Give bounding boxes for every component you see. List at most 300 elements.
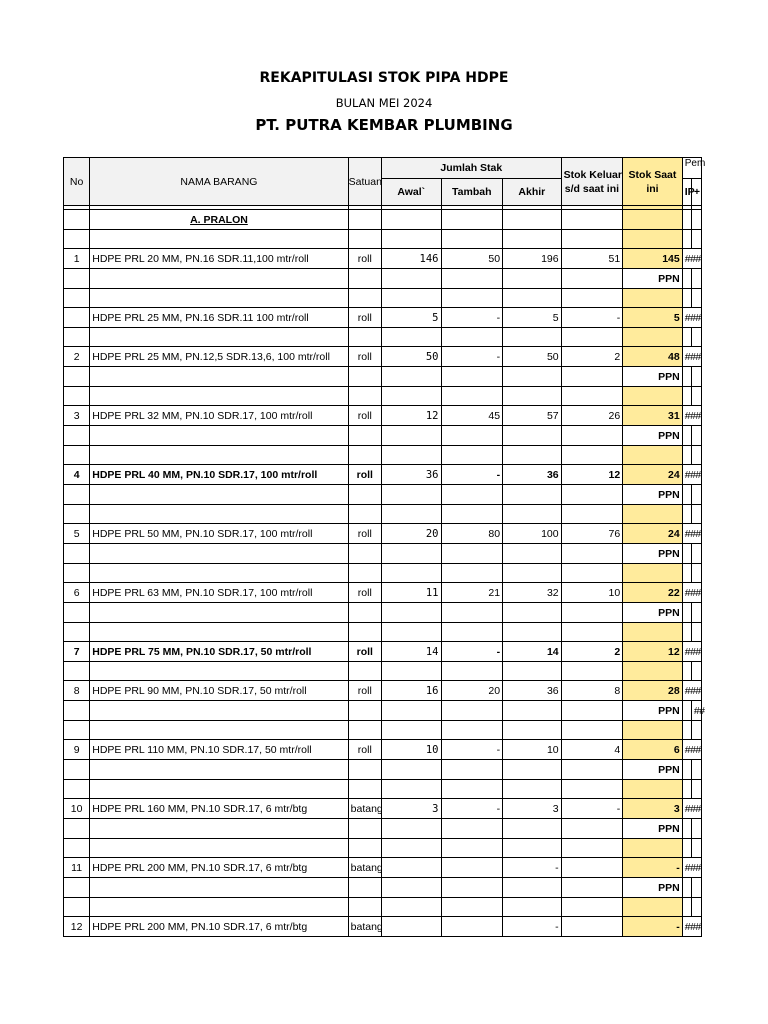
empty-cell bbox=[441, 485, 503, 505]
item-tambah: 21 bbox=[441, 583, 503, 603]
empty-cell bbox=[90, 505, 348, 524]
empty-cell bbox=[441, 662, 503, 681]
empty-cell bbox=[90, 701, 348, 721]
item-awal: 11 bbox=[381, 583, 441, 603]
empty-cell bbox=[561, 839, 623, 858]
empty-cell bbox=[691, 544, 701, 564]
item-akhir: 36 bbox=[503, 465, 562, 485]
item-akhir: - bbox=[503, 917, 562, 937]
empty-cell bbox=[682, 446, 691, 465]
empty-cell bbox=[682, 505, 691, 524]
item-name: HDPE PRL 200 MM, PN.10 SDR.17, 6 mtr/btg bbox=[90, 858, 348, 878]
empty-cell bbox=[503, 269, 562, 289]
empty-cell bbox=[90, 878, 348, 898]
empty-cell bbox=[503, 564, 562, 583]
report-title: REKAPITULASI STOK PIPA HDPE bbox=[259, 70, 509, 86]
empty-cell bbox=[503, 387, 562, 406]
blank-row bbox=[64, 328, 702, 347]
empty-cell bbox=[503, 623, 562, 642]
empty-cell bbox=[64, 485, 90, 505]
item-keluar bbox=[561, 858, 623, 878]
item-akhir: 57 bbox=[503, 406, 562, 426]
item-keluar: 51 bbox=[561, 249, 623, 269]
item-row bbox=[64, 583, 702, 603]
item-tambah: - bbox=[441, 642, 503, 662]
blank-row bbox=[64, 839, 702, 858]
ppn-label: PPN bbox=[623, 485, 683, 505]
item-row bbox=[64, 465, 702, 485]
empty-cell bbox=[348, 721, 381, 740]
ppn-row bbox=[64, 760, 702, 780]
empty-cell bbox=[561, 760, 623, 780]
item-keluar: 76 bbox=[561, 524, 623, 544]
overflow-hash: ### bbox=[682, 858, 701, 878]
item-keluar: 10 bbox=[561, 583, 623, 603]
item-akhir: 14 bbox=[503, 642, 562, 662]
section-title: A. PRALON bbox=[90, 210, 348, 230]
empty-cell bbox=[381, 446, 441, 465]
empty-cell bbox=[381, 328, 441, 347]
item-name: HDPE PRL 75 MM, PN.10 SDR.17, 50 mtr/roll bbox=[90, 642, 348, 662]
empty-cell bbox=[441, 230, 503, 249]
empty-cell bbox=[691, 289, 701, 308]
empty-cell bbox=[503, 210, 562, 230]
item-tambah: - bbox=[441, 799, 503, 819]
empty-cell bbox=[503, 446, 562, 465]
item-awal bbox=[381, 917, 441, 937]
empty-cell bbox=[691, 387, 701, 406]
empty-cell bbox=[348, 898, 381, 917]
empty-cell bbox=[90, 328, 348, 347]
overflow-hash: ### bbox=[682, 308, 701, 328]
empty-cell bbox=[691, 210, 701, 230]
col-awal-header: Awal` bbox=[381, 179, 441, 206]
item-name: HDPE PRL 90 MM, PN.10 SDR.17, 50 mtr/roll bbox=[90, 681, 348, 701]
empty-cell bbox=[90, 230, 348, 249]
empty-cell bbox=[348, 760, 381, 780]
item-tambah: 45 bbox=[441, 406, 503, 426]
empty-cell bbox=[64, 878, 90, 898]
item-row bbox=[64, 917, 702, 937]
empty-cell bbox=[441, 387, 503, 406]
item-unit: roll bbox=[348, 681, 381, 701]
empty-cell bbox=[64, 544, 90, 564]
empty-cell bbox=[64, 819, 90, 839]
empty-cell bbox=[348, 387, 381, 406]
empty-cell bbox=[348, 485, 381, 505]
item-row bbox=[64, 347, 702, 367]
ppn-label: PPN bbox=[623, 760, 683, 780]
item-tambah: - bbox=[441, 347, 503, 367]
ppn-label: PPN bbox=[623, 544, 683, 564]
empty-cell bbox=[691, 505, 701, 524]
empty-cell bbox=[441, 603, 503, 623]
item-stok-saat-ini: 145 bbox=[623, 249, 683, 269]
col-pem-header: Pem bbox=[682, 158, 701, 179]
empty-cell bbox=[441, 780, 503, 799]
empty-cell bbox=[381, 230, 441, 249]
empty-cell bbox=[503, 780, 562, 799]
col-nama-header: NAMA BARANG bbox=[90, 158, 348, 206]
empty-cell bbox=[381, 210, 441, 230]
blank-row bbox=[64, 721, 702, 740]
empty-cell bbox=[503, 603, 562, 623]
empty-cell bbox=[348, 289, 381, 308]
col-saat-header bbox=[623, 158, 683, 206]
empty-cell bbox=[503, 662, 562, 681]
empty-cell bbox=[64, 898, 90, 917]
empty-cell bbox=[682, 839, 691, 858]
empty-cell bbox=[561, 446, 623, 465]
empty-cell bbox=[441, 210, 503, 230]
empty-cell bbox=[381, 289, 441, 308]
item-name: HDPE PRL 20 MM, PN.16 SDR.11,100 mtr/roll bbox=[90, 249, 348, 269]
empty-cell bbox=[64, 701, 90, 721]
empty-cell bbox=[64, 623, 90, 642]
item-name: HDPE PRL 25 MM, PN.16 SDR.11 100 mtr/roll bbox=[90, 308, 348, 328]
empty-cell bbox=[348, 367, 381, 387]
empty-cell bbox=[90, 780, 348, 799]
overflow-hash: ### bbox=[682, 249, 701, 269]
empty-cell bbox=[90, 446, 348, 465]
ppn-row bbox=[64, 701, 702, 721]
ppn-label: PPN bbox=[623, 269, 683, 289]
overflow-hash: ### bbox=[682, 917, 701, 937]
item-stok-saat-ini: 22 bbox=[623, 583, 683, 603]
empty-cell bbox=[381, 780, 441, 799]
item-keluar: 2 bbox=[561, 642, 623, 662]
empty-cell bbox=[682, 544, 691, 564]
item-awal: 16 bbox=[381, 681, 441, 701]
item-stok-saat-ini: 3 bbox=[623, 799, 683, 819]
empty-cell bbox=[348, 328, 381, 347]
empty-cell bbox=[691, 485, 701, 505]
report-subtitle: BULAN MEI 2024 bbox=[335, 96, 433, 110]
empty-cell bbox=[503, 328, 562, 347]
empty-cell bbox=[348, 230, 381, 249]
item-keluar: 4 bbox=[561, 740, 623, 760]
blank-row bbox=[64, 898, 702, 917]
empty-cell bbox=[441, 367, 503, 387]
blank-row bbox=[64, 289, 702, 308]
empty-cell bbox=[381, 701, 441, 721]
company-name: PT. PUTRA KEMBAR PLUMBING bbox=[255, 116, 513, 134]
item-name: HDPE PRL 50 MM, PN.10 SDR.17, 100 mtr/roll bbox=[90, 524, 348, 544]
item-awal: 50 bbox=[381, 347, 441, 367]
empty-cell bbox=[682, 878, 691, 898]
empty-cell bbox=[561, 328, 623, 347]
empty-cell bbox=[441, 701, 503, 721]
ppn-label: PPN bbox=[623, 426, 683, 446]
ppn-label: PPN bbox=[623, 701, 683, 721]
empty-cell bbox=[682, 328, 691, 347]
empty-cell bbox=[64, 289, 90, 308]
empty-cell bbox=[441, 878, 503, 898]
col-saat-line1: Stok Saat bbox=[628, 168, 677, 181]
empty-cell bbox=[561, 289, 623, 308]
empty-cell bbox=[64, 230, 90, 249]
empty-cell bbox=[623, 446, 683, 465]
item-akhir: 32 bbox=[503, 583, 562, 603]
empty-cell bbox=[682, 289, 691, 308]
empty-cell bbox=[348, 878, 381, 898]
empty-cell bbox=[561, 210, 623, 230]
empty-cell bbox=[381, 485, 441, 505]
empty-cell bbox=[691, 328, 701, 347]
item-unit: roll bbox=[348, 465, 381, 485]
item-no: 8 bbox=[64, 681, 90, 701]
item-tambah: - bbox=[441, 308, 503, 328]
col-saat-line2: ini bbox=[646, 182, 659, 195]
empty-cell bbox=[623, 721, 683, 740]
empty-cell bbox=[381, 819, 441, 839]
empty-cell bbox=[64, 426, 90, 446]
empty-cell bbox=[682, 819, 691, 839]
empty-cell bbox=[682, 210, 691, 230]
item-akhir: 10 bbox=[503, 740, 562, 760]
item-akhir: 3 bbox=[503, 799, 562, 819]
ppn-label: PPN bbox=[623, 603, 683, 623]
empty-cell bbox=[441, 721, 503, 740]
col-plus-header: + bbox=[691, 179, 701, 206]
item-unit: roll bbox=[348, 308, 381, 328]
empty-cell bbox=[682, 662, 691, 681]
empty-cell bbox=[64, 387, 90, 406]
item-awal: 10 bbox=[381, 740, 441, 760]
item-awal: 20 bbox=[381, 524, 441, 544]
empty-cell bbox=[381, 662, 441, 681]
empty-cell bbox=[441, 544, 503, 564]
empty-cell bbox=[561, 426, 623, 446]
item-unit: roll bbox=[348, 642, 381, 662]
item-name: HDPE PRL 160 MM, PN.10 SDR.17, 6 mtr/btg bbox=[90, 799, 348, 819]
stock-table bbox=[63, 157, 706, 937]
item-row bbox=[64, 681, 702, 701]
empty-cell bbox=[90, 721, 348, 740]
empty-cell bbox=[348, 446, 381, 465]
item-tambah: - bbox=[441, 465, 503, 485]
item-stok-saat-ini: - bbox=[623, 917, 683, 937]
col-satuan-header: Satuan bbox=[348, 158, 381, 206]
empty-cell bbox=[90, 269, 348, 289]
empty-cell bbox=[691, 623, 701, 642]
empty-cell bbox=[682, 623, 691, 642]
item-keluar: - bbox=[561, 308, 623, 328]
ppn-label: PPN bbox=[623, 367, 683, 387]
item-stok-saat-ini: 24 bbox=[623, 524, 683, 544]
empty-cell bbox=[561, 564, 623, 583]
empty-cell bbox=[503, 878, 562, 898]
empty-cell bbox=[90, 367, 348, 387]
empty-cell bbox=[682, 760, 691, 780]
empty-cell bbox=[691, 367, 701, 387]
blank-row bbox=[64, 623, 702, 642]
item-awal: 14 bbox=[381, 642, 441, 662]
empty-cell bbox=[691, 662, 701, 681]
empty-cell bbox=[381, 426, 441, 446]
empty-cell bbox=[561, 780, 623, 799]
ppn-hash: ## bbox=[691, 701, 701, 721]
empty-cell bbox=[90, 760, 348, 780]
empty-cell bbox=[561, 230, 623, 249]
empty-cell bbox=[381, 367, 441, 387]
empty-cell bbox=[90, 485, 348, 505]
empty-cell bbox=[381, 505, 441, 524]
empty-cell bbox=[348, 269, 381, 289]
empty-cell bbox=[348, 819, 381, 839]
empty-cell bbox=[691, 839, 701, 858]
item-name: HDPE PRL 32 MM, PN.10 SDR.17, 100 mtr/roll bbox=[90, 406, 348, 426]
empty-cell bbox=[503, 701, 562, 721]
item-akhir: - bbox=[503, 858, 562, 878]
empty-cell bbox=[90, 564, 348, 583]
item-unit: roll bbox=[348, 406, 381, 426]
empty-cell bbox=[503, 367, 562, 387]
item-unit: roll bbox=[348, 524, 381, 544]
empty-cell bbox=[503, 819, 562, 839]
overflow-hash: ### bbox=[682, 465, 701, 485]
ppn-row bbox=[64, 485, 702, 505]
item-row bbox=[64, 406, 702, 426]
empty-cell bbox=[381, 623, 441, 642]
col-ip-header: IP bbox=[682, 179, 691, 206]
item-stok-saat-ini: 28 bbox=[623, 681, 683, 701]
empty-cell bbox=[64, 721, 90, 740]
item-name: HDPE PRL 63 MM, PN.10 SDR.17, 100 mtr/roll bbox=[90, 583, 348, 603]
empty-cell bbox=[503, 230, 562, 249]
item-row bbox=[64, 524, 702, 544]
empty-cell bbox=[682, 367, 691, 387]
item-name: HDPE PRL 200 MM, PN.10 SDR.17, 6 mtr/btg bbox=[90, 917, 348, 937]
empty-cell bbox=[561, 701, 623, 721]
col-jumlah-header: Jumlah Stak bbox=[381, 158, 561, 179]
item-tambah: 80 bbox=[441, 524, 503, 544]
item-akhir: 196 bbox=[503, 249, 562, 269]
empty-cell bbox=[90, 839, 348, 858]
empty-cell bbox=[64, 367, 90, 387]
empty-cell bbox=[691, 269, 701, 289]
empty-cell bbox=[561, 721, 623, 740]
empty-cell bbox=[381, 603, 441, 623]
empty-cell bbox=[441, 760, 503, 780]
blank-row bbox=[64, 387, 702, 406]
empty-cell bbox=[691, 603, 701, 623]
item-keluar: 12 bbox=[561, 465, 623, 485]
overflow-hash: ### bbox=[682, 642, 701, 662]
empty-cell bbox=[561, 603, 623, 623]
empty-cell bbox=[623, 780, 683, 799]
empty-cell bbox=[561, 898, 623, 917]
empty-cell bbox=[90, 819, 348, 839]
empty-cell bbox=[561, 485, 623, 505]
blank-row bbox=[64, 505, 702, 524]
overflow-hash: ### bbox=[682, 740, 701, 760]
empty-cell bbox=[623, 564, 683, 583]
item-row bbox=[64, 249, 702, 269]
item-unit: batang bbox=[348, 917, 381, 937]
item-no: 12 bbox=[64, 917, 90, 937]
empty-cell bbox=[623, 505, 683, 524]
empty-cell bbox=[503, 760, 562, 780]
empty-cell bbox=[441, 819, 503, 839]
item-akhir: 5 bbox=[503, 308, 562, 328]
col-akhir-header: Akhir bbox=[503, 179, 562, 206]
empty-cell bbox=[441, 289, 503, 308]
ppn-row bbox=[64, 878, 702, 898]
empty-cell bbox=[623, 898, 683, 917]
item-stok-saat-ini: 31 bbox=[623, 406, 683, 426]
empty-cell bbox=[682, 780, 691, 799]
item-unit: roll bbox=[348, 583, 381, 603]
empty-cell bbox=[64, 662, 90, 681]
empty-cell bbox=[691, 780, 701, 799]
empty-cell bbox=[348, 839, 381, 858]
item-awal: 5 bbox=[381, 308, 441, 328]
item-tambah bbox=[441, 917, 503, 937]
empty-cell bbox=[348, 426, 381, 446]
empty-cell bbox=[682, 701, 691, 721]
item-no: 6 bbox=[64, 583, 90, 603]
empty-cell bbox=[381, 760, 441, 780]
ppn-row bbox=[64, 603, 702, 623]
empty-cell bbox=[348, 564, 381, 583]
empty-cell bbox=[441, 426, 503, 446]
empty-cell bbox=[381, 878, 441, 898]
empty-cell bbox=[623, 662, 683, 681]
empty-cell bbox=[64, 780, 90, 799]
empty-cell bbox=[691, 564, 701, 583]
ppn-row bbox=[64, 819, 702, 839]
item-name: HDPE PRL 40 MM, PN.10 SDR.17, 100 mtr/roll bbox=[90, 465, 348, 485]
empty-cell bbox=[682, 564, 691, 583]
empty-cell bbox=[441, 898, 503, 917]
item-no bbox=[64, 308, 90, 328]
empty-cell bbox=[503, 839, 562, 858]
empty-cell bbox=[348, 544, 381, 564]
item-stok-saat-ini: 48 bbox=[623, 347, 683, 367]
empty-cell bbox=[381, 544, 441, 564]
empty-cell bbox=[561, 878, 623, 898]
empty-cell bbox=[441, 564, 503, 583]
blank-row bbox=[64, 230, 702, 249]
empty-cell bbox=[623, 387, 683, 406]
item-keluar: 2 bbox=[561, 347, 623, 367]
header-row-1 bbox=[64, 158, 702, 179]
item-no: 7 bbox=[64, 642, 90, 662]
empty-cell bbox=[561, 819, 623, 839]
empty-cell bbox=[682, 387, 691, 406]
empty-cell bbox=[90, 387, 348, 406]
ppn-row bbox=[64, 269, 702, 289]
item-unit: roll bbox=[348, 249, 381, 269]
ppn-row bbox=[64, 544, 702, 564]
item-no: 2 bbox=[64, 347, 90, 367]
empty-cell bbox=[441, 328, 503, 347]
item-no: 4 bbox=[64, 465, 90, 485]
item-unit: batang bbox=[348, 858, 381, 878]
item-no: 5 bbox=[64, 524, 90, 544]
empty-cell bbox=[64, 328, 90, 347]
empty-cell bbox=[90, 623, 348, 642]
ppn-label: PPN bbox=[623, 878, 683, 898]
ppn-label: PPN bbox=[623, 819, 683, 839]
overflow-hash: ### bbox=[682, 681, 701, 701]
empty-cell bbox=[682, 426, 691, 446]
empty-cell bbox=[64, 269, 90, 289]
item-awal: 146 bbox=[381, 249, 441, 269]
empty-cell bbox=[348, 505, 381, 524]
item-no: 1 bbox=[64, 249, 90, 269]
